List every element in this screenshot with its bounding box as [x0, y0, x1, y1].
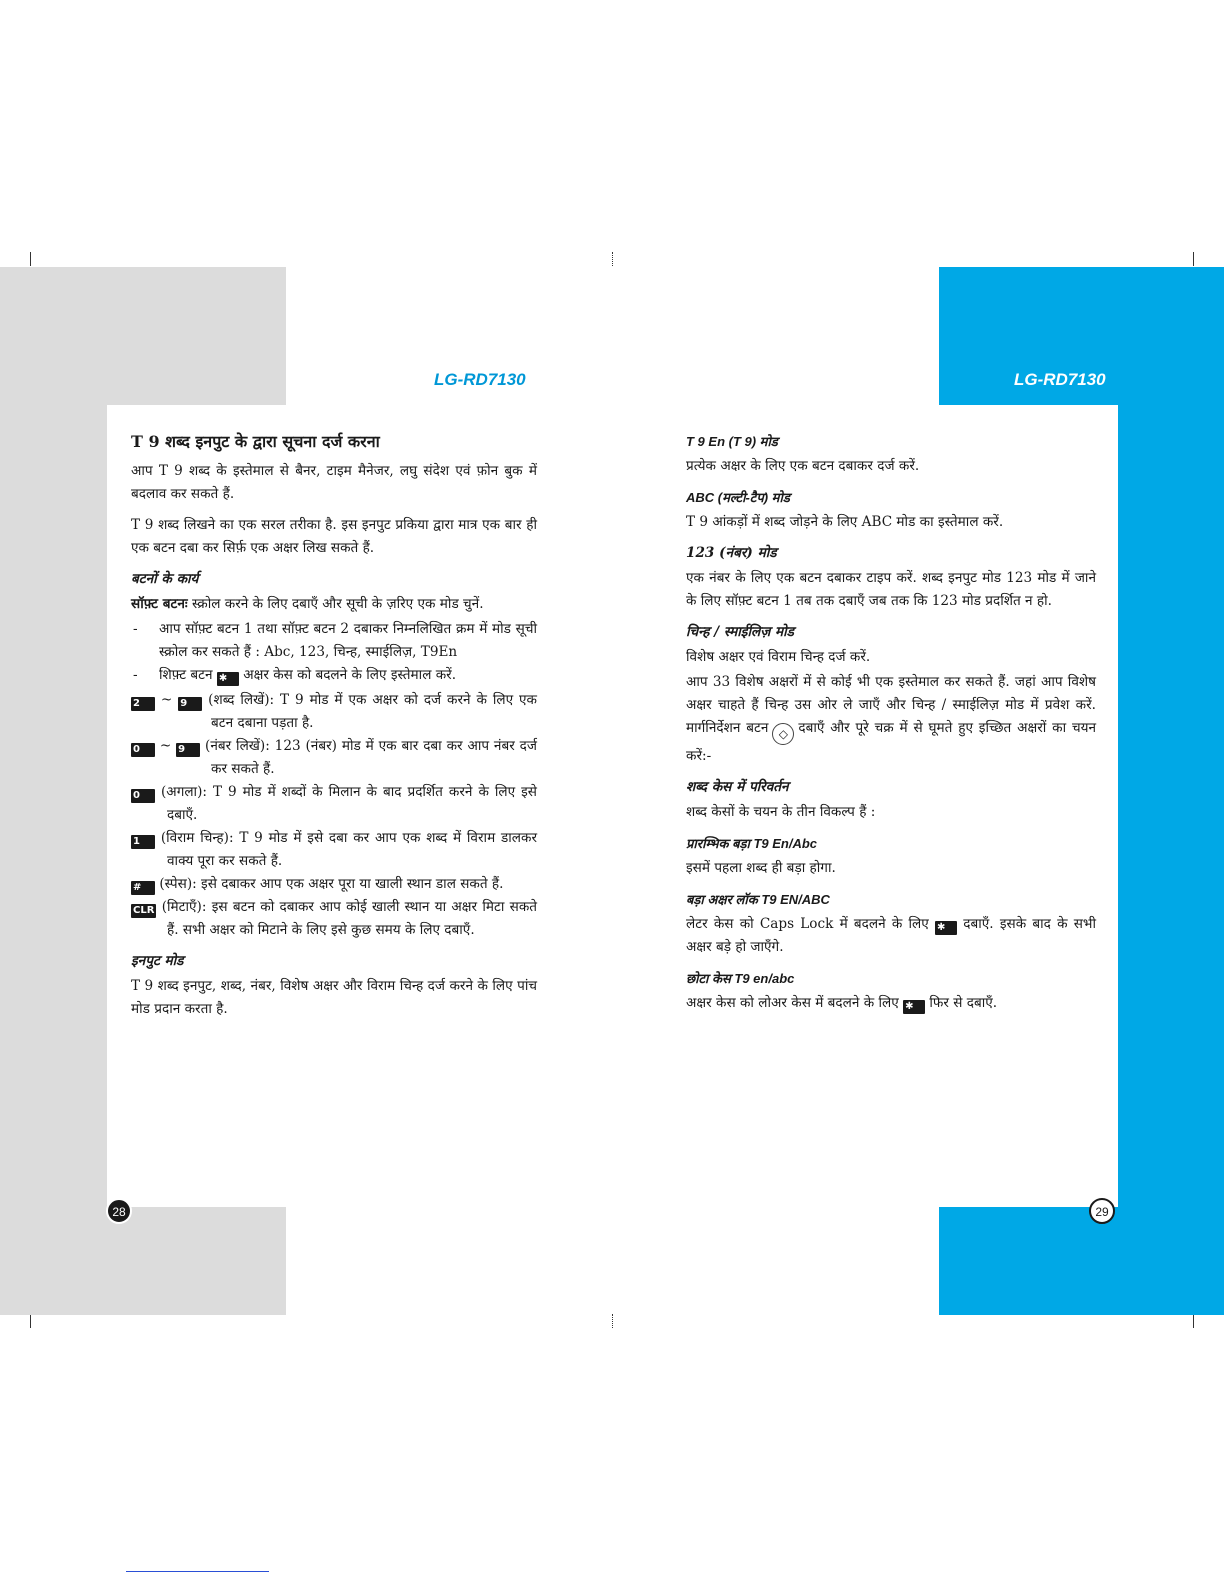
key-description — [131, 735, 537, 781]
crop-mark — [1193, 252, 1194, 266]
lower-text: फिर से दबाएँ. — [929, 995, 998, 1011]
key-9-icon: 9 — [176, 743, 200, 757]
number-paragraph: एक नंबर के लिए एक बटन दबाकर टाइप करें. शब्द इनपुट मोड 123 मोड में जाने के लिए सॉफ़्ट बटन 1 तब तक दबाएँ जब तक कि 123 मोड प्रदर्शित न हो. — [686, 570, 1096, 609]
abc-paragraph: T 9 आंकड़ों में शब्द जोड़ने के लिए ABC मोड का इस्तेमाल करें. — [686, 514, 1004, 530]
soft-key-paragraph — [131, 593, 537, 616]
tilde-text: ~ — [159, 738, 172, 754]
section-heading-number: 123 (नंबर) मोड — [686, 545, 777, 561]
navigation-key-icon: ◇ — [772, 723, 794, 745]
key-description — [131, 873, 537, 896]
key-description — [131, 896, 537, 942]
key-description-text: (शब्द लिखें): T 9 मोड में एक अक्षर को दर्ज करने के लिए एक बटन दबाना पड़ता है. — [208, 692, 537, 731]
divider — [126, 1571, 269, 1572]
lower-case-paragraph — [686, 992, 1096, 1015]
lower-text: अक्षर केस को लोअर केस में बदलने के लिए — [686, 995, 899, 1011]
section-heading-t9: T 9 En (T 9) मोड — [686, 434, 778, 449]
section-heading-case: शब्द केस में परिवर्तन — [686, 779, 789, 795]
soft-key-label: सॉफ़्ट बटनः — [131, 596, 188, 612]
key-description-text: (विराम चिन्ह): T 9 मोड में इसे दबा कर आप एक शब्द में विराम डालकर वाक्य पूरा कर सकते हैं. — [160, 830, 538, 869]
list-item — [131, 618, 537, 664]
initial-cap-paragraph: इसमें पहला शब्द ही बड़ा होगा. — [686, 860, 836, 876]
input-mode-paragraph: T 9 शब्द इनपुट, शब्द, नंबर, विशेष अक्षर और विराम चिन्ह दर्ज करने के लिए पांच मोड प्रदान करता है. — [131, 978, 537, 1017]
star-key-icon: ✱ — [903, 1000, 925, 1014]
list-item-text: अक्षर केस को बदलने के लिए इस्तेमाल करें. — [243, 667, 457, 683]
symbol-paragraph: विशेष अक्षर एवं विराम चिन्ह दर्ज करें. — [686, 649, 871, 665]
crop-mark — [612, 252, 613, 266]
crop-mark — [30, 1314, 31, 1328]
key-9-icon: 9 — [178, 697, 202, 711]
list-item-text: शिफ़्ट बटन — [159, 667, 213, 683]
star-key-icon: ✱ — [217, 672, 239, 686]
crop-mark — [30, 252, 31, 266]
tilde-text: ~ — [160, 692, 173, 708]
caps-text: दबाएँ. इसके बाद के सभी अक्षर बड़े हो जाएँगे. — [686, 916, 1096, 955]
crop-mark — [1193, 1314, 1194, 1328]
key-description-text: (नंबर लिखें): 123 (नंबर) मोड में एक बार दबा कर आप नंबर दर्ज कर सकते हैं. — [205, 738, 537, 777]
star-key-icon: ✱ — [935, 921, 957, 935]
list-item — [131, 664, 537, 687]
case-paragraph: शब्द केसों के चयन के तीन विकल्प हैं : — [686, 804, 876, 820]
t9-paragraph: प्रत्येक अक्षर के लिए एक बटन दबाकर दर्ज करें. — [686, 458, 920, 474]
key-0-icon: 0 — [131, 743, 155, 757]
section-heading-abc: ABC (मल्टी-टैप) मोड — [686, 490, 790, 505]
model-header-left: LG-RD7130 — [434, 370, 526, 389]
key-description — [131, 781, 537, 827]
intro-paragraph: T 9 शब्द लिखने का एक सरल तरीका है. इस इनपुट प्रकिया द्वारा मात्र एक बार ही एक बटन दबा कर सिर्फ़ एक अक्षर लिख सकते हैं. — [131, 517, 537, 556]
page-number: 29 — [1089, 1198, 1115, 1224]
symbol-text: दबाएँ और पूरे चक्र में से घूमते हुए इच्छित अक्षरों का चयन करें:- — [686, 720, 1097, 764]
left-page-content — [131, 430, 537, 1029]
model-header-right: LG-RD7130 — [1014, 370, 1106, 389]
section-heading-lower-case: छोटा केस T9 en/abc — [686, 971, 795, 986]
key-description-text: (स्पेस): इसे दबाकर आप एक अक्षर पूरा या खाली स्थान डाल सकते हैं. — [159, 876, 504, 892]
symbol-paragraph — [686, 671, 1096, 768]
list-item-text: आप सॉफ़्ट बटन 1 तथा सॉफ़्ट बटन 2 दबाकर निम्नलिखित क्रम में मोड सूची स्क्रोल कर सकते हैं : Abc, 123, चिन्ह, स्माईलिज़, T9En — [159, 621, 537, 660]
key-description-text: (मिटाएँ): इस बटन को दबाकर आप कोई खाली स्थान या अक्षर मिटा सकते हैं. सभी अक्षर को मिटाने के लिए इसे कुछ समय के लिए दबाएँ. — [161, 899, 538, 938]
crop-mark — [612, 1314, 613, 1328]
hash-key-icon: # — [131, 881, 155, 895]
section-heading-input-mode: इनपुट मोड — [131, 953, 184, 969]
section-heading-buttons: बटनों के कार्य — [131, 571, 199, 587]
key-description — [131, 689, 537, 735]
soft-key-text: स्क्रोल करने के लिए दबाएँ और सूची के ज़रिए एक मोड चुनें. — [187, 596, 484, 612]
caps-text: लेटर केस को Caps Lock में बदलने के लिए — [686, 916, 929, 932]
intro-paragraph: आप T 9 शब्द के इस्तेमाल से बैनर, टाइम मैनेजर, लघु संदेश एवं फ़ोन बुक में बदलाव कर सकते हैं. — [131, 463, 537, 502]
clear-key-icon: CLR — [133, 905, 155, 916]
right-page-content — [686, 430, 1096, 1023]
key-1-icon: 1 — [131, 835, 155, 849]
symbol-text: आप 33 विशेष अक्षरों में से कोई भी एक इस्तेमाल कर सकते हैं. जहां आप विशेष अक्षर चाहते हैं चिन्ह उस ओर ले जाएँ और चिन्ह / स्माईलिज़ मोड में प्रवेश करें. मार्गनिर्देशन बटन — [686, 674, 1096, 736]
caps-lock-paragraph — [686, 913, 1096, 959]
page-number: 28 — [106, 1198, 132, 1224]
key-2-icon: 2 — [131, 697, 155, 711]
page-title: T 9 शब्द इनपुट के द्वारा सूचना दर्ज करना — [131, 432, 380, 451]
key-description — [131, 827, 537, 873]
key-description-text: (अगला): T 9 मोड में शब्दों के मिलान के बाद प्रदर्शित करने के लिए इसे दबाएँ. — [161, 784, 537, 823]
section-heading-initial-cap: प्रारम्भिक बड़ा T9 En/Abc — [686, 836, 818, 851]
section-heading-symbol: चिन्ह / स्माईलिज़ मोड — [686, 624, 794, 640]
key-0-icon: 0 — [131, 789, 155, 803]
section-heading-caps-lock: बड़ा अक्षर लॉक T9 EN/ABC — [686, 892, 830, 907]
